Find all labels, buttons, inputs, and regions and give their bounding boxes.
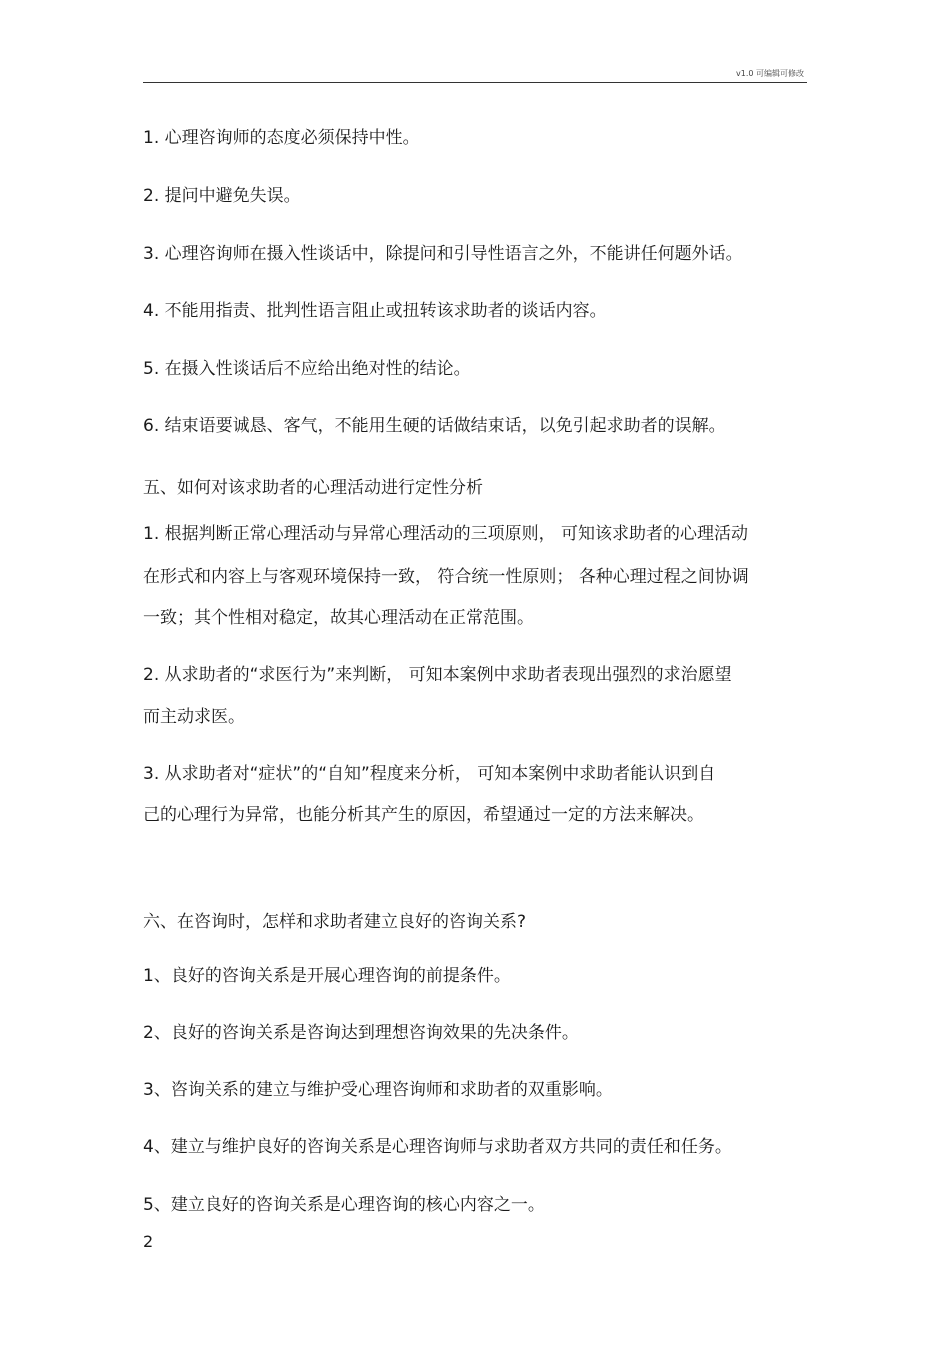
- header-divider: [143, 82, 807, 83]
- list-item: 3. 心理咨询师在摄入性谈话中，除提问和引导性语言之外，不能讲任何题外话。: [143, 244, 743, 264]
- paragraph-line: 而主动求医。: [143, 707, 245, 727]
- header-version-label: v1.0 可编辑可修改: [736, 69, 804, 78]
- paragraph-line: 1. 根据判断正常心理活动与异常心理活动的三项原则， 可知该求助者的心理活动: [143, 524, 749, 544]
- section-heading: 五、如何对该求助者的心理活动进行定性分析: [143, 478, 483, 498]
- list-item: 2、良好的咨询关系是咨询达到理想咨询效果的先决条件。: [143, 1023, 579, 1043]
- paragraph-line: 己的心理行为异常，也能分析其产生的原因，希望通过一定的方法来解决。: [143, 805, 704, 825]
- list-item: 4. 不能用指责、批判性语言阻止或扭转该求助者的谈话内容。: [143, 301, 607, 321]
- list-item: 2. 提问中避免失误。: [143, 186, 301, 206]
- list-item: 1、良好的咨询关系是开展心理咨询的前提条件。: [143, 966, 511, 986]
- list-item: 5、建立良好的咨询关系是心理咨询的核心内容之一。: [143, 1195, 545, 1215]
- section-heading: 六、在咨询时，怎样和求助者建立良好的咨询关系?: [143, 912, 527, 932]
- paragraph-line: 3. 从求助者对“症状”的“自知”程度来分析， 可知本案例中求助者能认识到自: [143, 764, 716, 784]
- list-item: 6. 结束语要诚恳、客气，不能用生硬的话做结束话，以免引起求助者的误解。: [143, 416, 726, 436]
- paragraph-line: 在形式和内容上与客观环境保持一致， 符合统一性原则； 各种心理过程之间协调: [143, 567, 749, 587]
- list-item: 4、建立与维护良好的咨询关系是心理咨询师与求助者双方共同的责任和任务。: [143, 1137, 732, 1157]
- list-item: 3、咨询关系的建立与维护受心理咨询师和求助者的双重影响。: [143, 1080, 613, 1100]
- paragraph-line: 一致；其个性相对稳定，故其心理活动在正常范围。: [143, 608, 534, 628]
- page-number: 2: [143, 1232, 154, 1251]
- paragraph-line: 2. 从求助者的“求医行为”来判断， 可知本案例中求助者表现出强烈的求治愿望: [143, 665, 732, 685]
- list-item: 5. 在摄入性谈话后不应给出绝对性的结论。: [143, 359, 471, 379]
- list-item: 1. 心理咨询师的态度必须保持中性。: [143, 128, 420, 148]
